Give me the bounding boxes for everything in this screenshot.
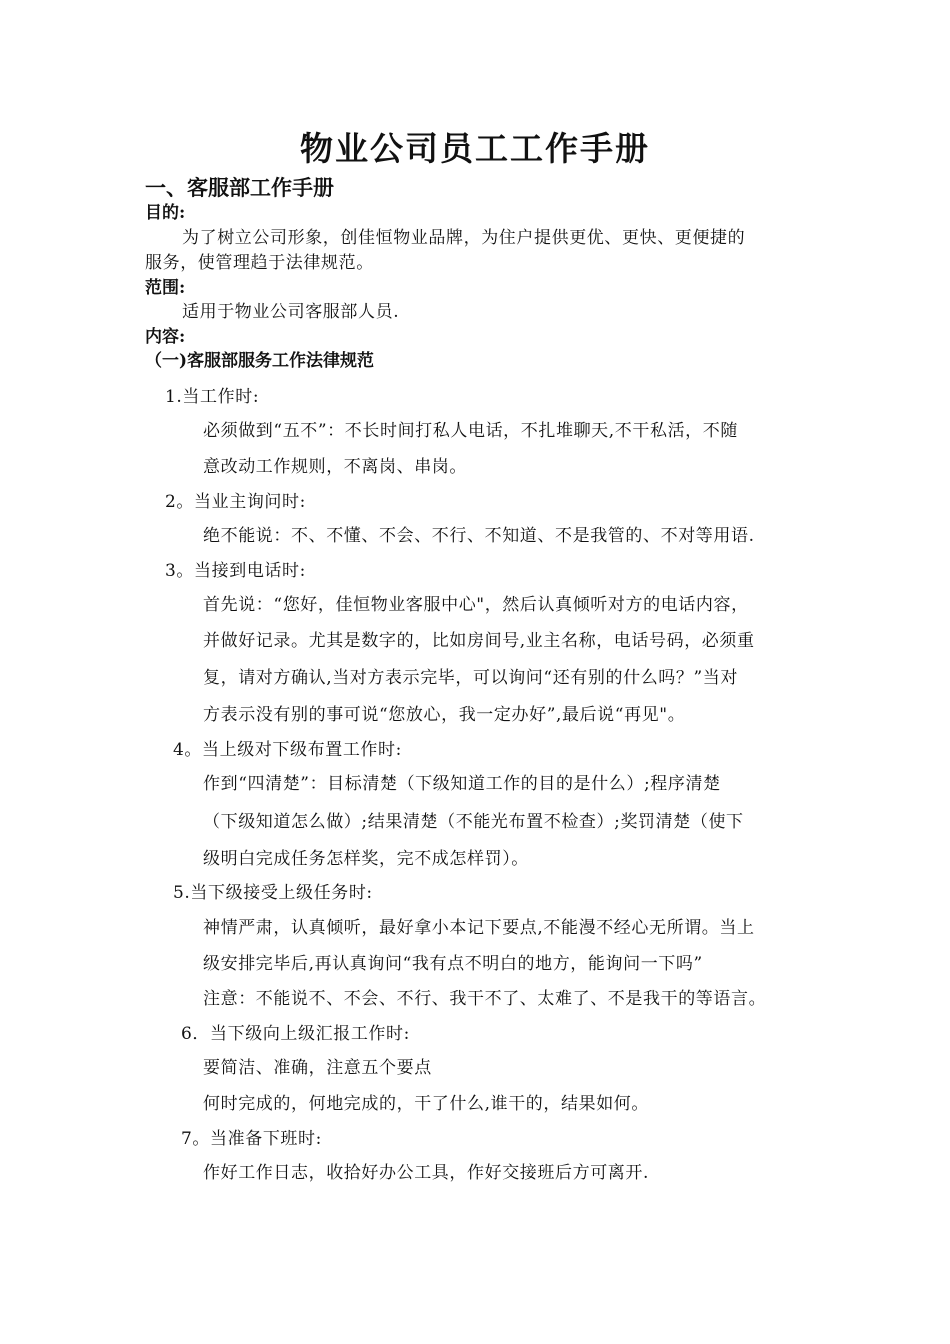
item-heading: 1.当工作时: <box>165 387 260 407</box>
item-heading: 6．当下级向上级汇报工作时: <box>181 1024 410 1044</box>
item-line: 复，请对方确认,当对方表示完毕，可以询问“还有别的什么吗？”当对 <box>203 668 738 688</box>
item-line: 意改动工作规则，不离岗、串岗。 <box>203 457 467 477</box>
item-line: 首先说：“您好，佳恒物业客服中心"，然后认真倾听对方的电话内容， <box>203 595 749 615</box>
item-line: 绝不能说：不、不懂、不会、不行、不知道、不是我管的、不对等用语. <box>203 526 755 546</box>
item-line: （下级知道怎么做）;结果清楚（不能光布置不检查）;奖罚清楚（使下 <box>203 812 744 832</box>
content-label: 内容: <box>145 327 186 347</box>
item-line: 要简洁、准确，注意五个要点 <box>203 1058 432 1078</box>
purpose-text-line-1: 为了树立公司形象，创佳恒物业品牌，为住户提供更优、更快、更便捷的 <box>182 228 746 248</box>
item-line: 何时完成的，何地完成的，干了什么,谁干的，结果如何。 <box>203 1094 650 1114</box>
subsection-heading: （一)客服部服务工作法律规范 <box>145 351 375 371</box>
scope-text: 适用于物业公司客服部人员. <box>182 302 400 322</box>
item-line: 必须做到“五不”：不长时间打私人电话，不扎堆聊天,不干私活，不随 <box>203 421 738 441</box>
item-heading: 2。当业主询问时: <box>165 492 306 512</box>
item-line: 作好工作日志，收拾好办公工具，作好交接班后方可离开. <box>203 1163 650 1183</box>
purpose-text-line-2: 服务，使管理趋于法律规范。 <box>145 253 374 273</box>
scope-label: 范围: <box>145 278 186 298</box>
item-heading: 4。当上级对下级布置工作时: <box>173 740 402 760</box>
section-heading: 一、客服部工作手册 <box>145 175 334 200</box>
item-line: 级安排完毕后,再认真询问“我有点不明白的地方，能询问一下吗” <box>203 954 703 974</box>
purpose-label: 目的: <box>145 203 186 223</box>
item-line: 作到“四清楚”：目标清楚（下级知道工作的目的是什么）;程序清楚 <box>203 774 721 794</box>
item-line: 方表示没有别的事可说“您放心，我一定办好”,最后说“再见"。 <box>203 705 686 725</box>
item-heading: 5.当下级接受上级任务时: <box>173 883 373 903</box>
document-title: 物业公司员工工作手册 <box>300 129 650 168</box>
item-heading: 3。当接到电话时: <box>165 561 306 581</box>
item-line: 神情严肃，认真倾听，最好拿小本记下要点,不能漫不经心无所谓。当上 <box>203 918 755 938</box>
item-line: 级明白完成任务怎样奖，完不成怎样罚）。 <box>203 849 529 869</box>
item-line: 注意：不能说不、不会、不行、我干不了、太难了、不是我干的等语言。 <box>203 989 767 1009</box>
item-line: 并做好记录。尤其是数字的，比如房间号,业主名称，电话号码，必须重 <box>203 631 755 651</box>
item-heading: 7。当准备下班时: <box>181 1129 322 1149</box>
